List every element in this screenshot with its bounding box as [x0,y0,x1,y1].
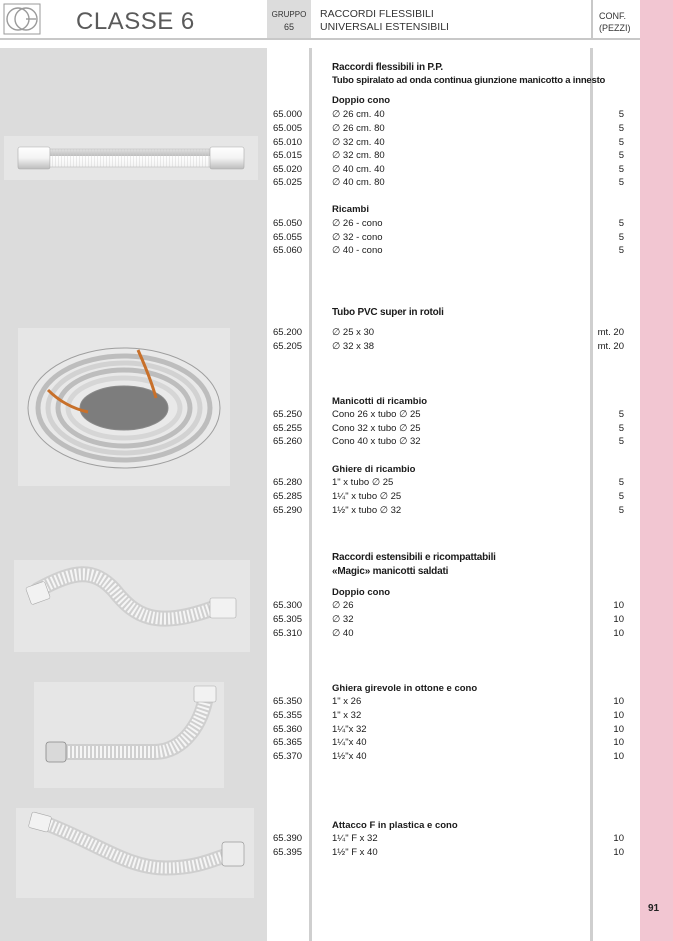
conf-label-line-2: (PEZZI) [599,23,631,33]
section-title-line-2: Tubo spiralato ad onda continua giunzione manicotto a innesto [332,75,606,86]
conf-label [599,10,631,34]
section-title: Tubo PVC super in rotoli [332,307,444,318]
product-quantity: 10 [613,710,624,721]
column-divider-middle [309,48,312,941]
product-description: 1" x tubo ∅ 25 [332,477,394,488]
product-quantity: 5 [618,109,624,120]
product-code: 65.310 [273,628,303,639]
product-description: 1¼" F x 32 [332,833,378,844]
product-quantity: 10 [613,751,624,762]
product-code: 65.020 [273,164,303,175]
product-description: 1½" F x 40 [332,847,378,858]
product-code: 65.355 [273,710,303,721]
product-quantity: 5 [618,436,624,447]
product-quantity: 5 [618,423,624,434]
product-code: 65.260 [273,436,303,447]
product-code: 65.395 [273,847,303,858]
section-subtitle: Ghiere di ricambio [332,464,416,475]
product-description: ∅ 40 cm. 80 [332,177,385,188]
product-description: ∅ 32 cm. 80 [332,150,385,161]
gruppo-box [267,0,311,38]
product-code: 65.370 [273,751,303,762]
product-description: ∅ 26 - cono [332,218,383,229]
product-description: ∅ 26 [332,600,354,611]
product-image-pvc-coil [18,328,230,486]
product-quantity: 5 [618,477,624,488]
header-rule [0,38,640,40]
product-code: 65.285 [273,491,303,502]
product-code: 65.250 [273,409,303,420]
product-code: 65.205 [273,341,303,352]
product-quantity: 5 [618,123,624,134]
product-description: Cono 26 x tubo ∅ 25 [332,409,421,420]
product-code: 65.055 [273,232,303,243]
product-quantity: mt. 20 [597,327,624,338]
product-quantity: 10 [613,833,624,844]
product-image-straight-tube [4,136,258,180]
product-description: Cono 32 x tubo ∅ 25 [332,423,421,434]
class-title: CLASSE 6 [76,8,195,35]
product-description: 1" x 32 [332,710,362,721]
column-divider-right [590,48,593,941]
product-quantity: 10 [613,628,624,639]
product-description: ∅ 26 cm. 80 [332,123,385,134]
page-number: 91 [648,903,660,914]
product-quantity: 5 [618,137,624,148]
product-description: ∅ 25 x 30 [332,327,375,338]
section-subtitle: Doppio cono [332,587,391,598]
product-code: 65.200 [273,327,303,338]
product-code: 65.000 [273,109,303,120]
product-description: 1¼"x 32 [332,724,367,735]
product-quantity: 5 [618,409,624,420]
product-description: ∅ 32 [332,614,354,625]
product-description: ∅ 32 - cono [332,232,383,243]
product-image-swivel-tube [34,682,224,788]
product-code: 65.280 [273,477,303,488]
f-connector-tube-drawing [16,808,254,898]
product-quantity: 10 [613,600,624,611]
product-quantity: 10 [613,614,624,625]
section-title-line-2: «Magic» manicotti saldati [332,566,449,577]
product-description: ∅ 40 - cono [332,245,383,256]
section-subtitle: Manicotti di ricambio [332,396,428,407]
product-code: 65.255 [273,423,303,434]
product-quantity: 5 [618,150,624,161]
product-quantity: 10 [613,696,624,707]
product-code: 65.060 [273,245,303,256]
magic-tube-drawing [14,560,250,652]
product-description: 1" x 26 [332,696,362,707]
product-description: ∅ 26 cm. 40 [332,109,385,120]
group-description-line-1: RACCORDI FLESSIBILI [320,8,434,20]
product-code: 65.015 [273,150,303,161]
product-description: ∅ 32 cm. 40 [332,137,385,148]
gruppo-value: 65 [283,22,294,32]
product-code: 65.005 [273,123,303,134]
product-code: 65.300 [273,600,303,611]
product-image-magic-tube [14,560,250,652]
product-code: 65.025 [273,177,303,188]
product-quantity: 5 [618,218,624,229]
product-quantity: 10 [613,737,624,748]
product-quantity: 10 [613,847,624,858]
product-description: 1½" x tubo ∅ 32 [332,505,402,516]
product-description: ∅ 32 x 38 [332,341,375,352]
product-code: 65.390 [273,833,303,844]
product-quantity: 5 [618,177,624,188]
gruppo-label: GRUPPO [271,10,307,19]
product-description: 1¼"x 40 [332,737,367,748]
brand-logo-icon [3,3,41,35]
side-color-band [640,0,673,941]
product-description: 1½"x 40 [332,751,367,762]
product-quantity: 5 [618,245,624,256]
product-code: 65.360 [273,724,303,735]
section-subtitle: Ricambi [332,204,369,215]
product-description: ∅ 40 cm. 40 [332,164,385,175]
product-quantity: 5 [618,491,624,502]
conf-label-line-1: CONF. [599,11,626,21]
section-title: Raccordi flessibili in P.P. [332,62,443,73]
product-code: 65.350 [273,696,303,707]
product-code: 65.290 [273,505,303,516]
pvc-coil-drawing [18,328,230,486]
product-description: ∅ 40 [332,628,354,639]
straight-tube-drawing [4,136,258,180]
product-quantity: mt. 20 [597,341,624,352]
product-image-f-connector-tube [16,808,254,898]
product-quantity: 5 [618,232,624,243]
page-header [0,0,640,44]
swivel-tube-drawing [34,682,224,788]
section-subtitle: Ghiera girevole in ottone e cono [332,683,478,694]
section-subtitle: Doppio cono [332,95,391,106]
section-title: Raccordi estensibili e ricompattabili [332,552,496,563]
product-quantity: 5 [618,505,624,516]
product-description: Cono 40 x tubo ∅ 32 [332,436,421,447]
product-quantity: 10 [613,724,624,735]
product-code: 65.305 [273,614,303,625]
product-code: 65.050 [273,218,303,229]
group-description [320,8,449,34]
product-description: 1¼" x tubo ∅ 25 [332,491,402,502]
product-code: 65.365 [273,737,303,748]
product-code: 65.010 [273,137,303,148]
product-quantity: 5 [618,164,624,175]
section-subtitle: Attacco F in plastica e cono [332,820,458,831]
conf-header [591,0,642,38]
group-description-line-2: UNIVERSALI ESTENSIBILI [320,21,449,33]
